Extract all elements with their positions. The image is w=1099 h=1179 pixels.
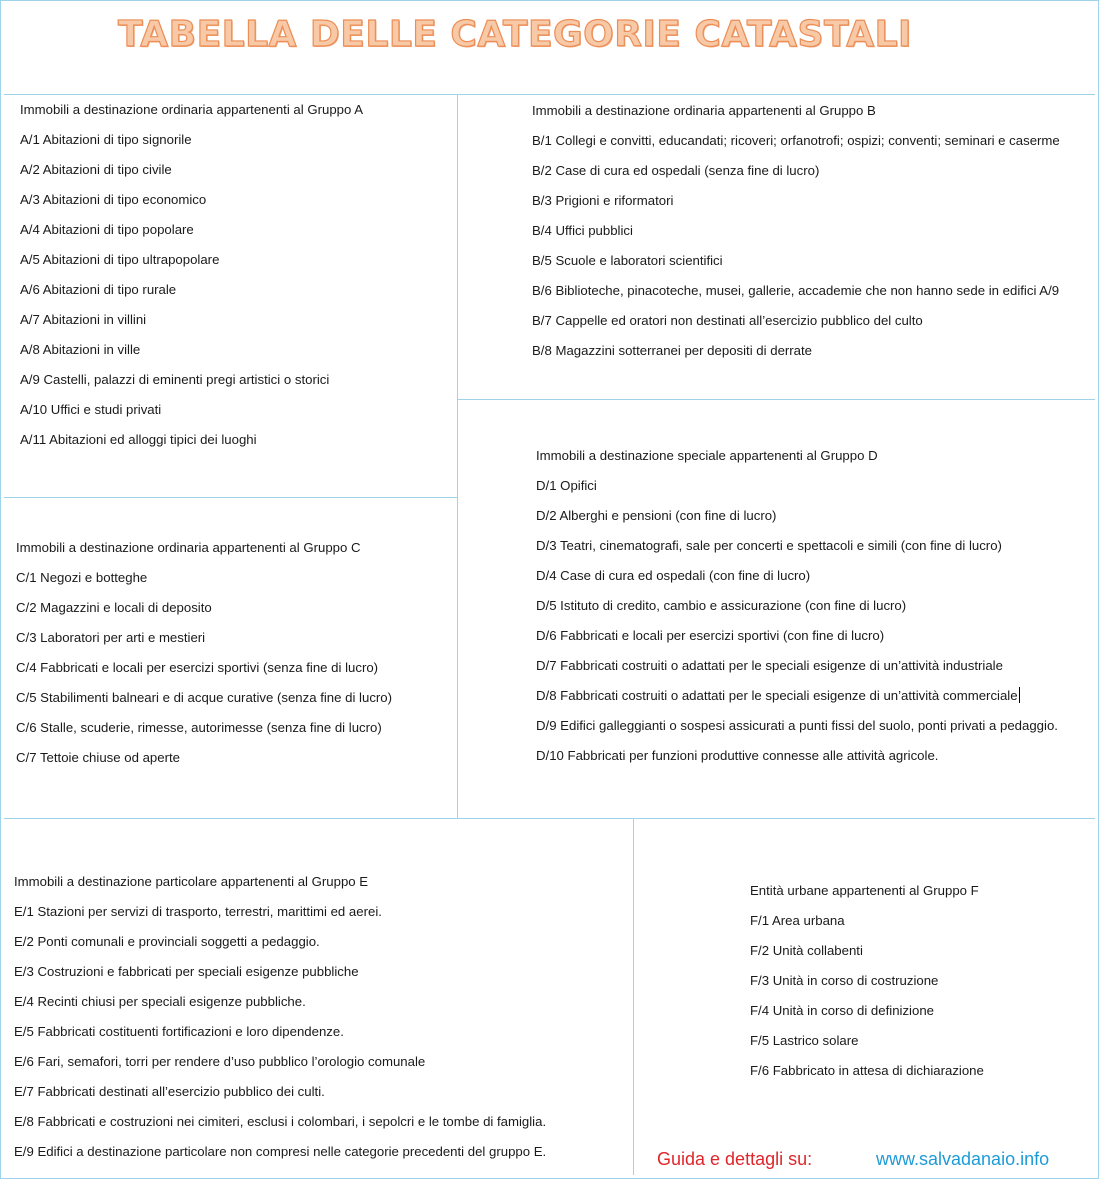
- category-d9: D/9 Edifici galleggianti o sospesi assicurati a punti fissi del suolo, ponti privati a pedaggio.: [536, 718, 1058, 733]
- category-c7: C/7 Tettoie chiuse od aperte: [16, 750, 180, 765]
- category-b1: B/1 Collegi e convitti, educandati; ricoveri; orfanotrofi; ospizi; conventi; seminari e caserme: [532, 133, 1060, 148]
- category-e3: E/3 Costruzioni e fabbricati per speciali esigenze pubbliche: [14, 964, 359, 979]
- group-e-list: [14, 867, 546, 1167]
- divider-col-lower: [633, 818, 634, 1175]
- category-d3: D/3 Teatri, cinematografi, sale per concerti e spettacoli e simili (con fine di lucro): [536, 538, 1002, 553]
- category-b2: B/2 Case di cura ed ospedali (senza fine di lucro): [532, 163, 820, 178]
- group-d-list: [536, 441, 1058, 771]
- category-e1: E/1 Stazioni per servizi di trasporto, terrestri, marittimi ed aerei.: [14, 904, 382, 919]
- group-b-heading: Immobili a destinazione ordinaria appartenenti al Gruppo B: [532, 103, 876, 118]
- group-a-list: [20, 95, 363, 455]
- category-e5: E/5 Fabbricati costituenti fortificazioni e loro dipendenze.: [14, 1024, 344, 1039]
- category-c4: C/4 Fabbricati e locali per esercizi sportivi (senza fine di lucro): [16, 660, 379, 675]
- category-f5: F/5 Lastrico solare: [750, 1033, 859, 1048]
- category-b6: B/6 Biblioteche, pinacoteche, musei, gallerie, accademie che non hanno sede in edifici A/9: [532, 283, 1060, 298]
- category-a7: A/7 Abitazioni in villini: [20, 312, 147, 327]
- group-b-list: [532, 96, 1060, 366]
- category-a9: A/9 Castelli, palazzi di eminenti pregi artistici o storici: [20, 372, 330, 387]
- category-a3: A/3 Abitazioni di tipo economico: [20, 192, 207, 207]
- category-f3: F/3 Unità in corso di costruzione: [750, 973, 939, 988]
- group-c-list: [16, 533, 392, 773]
- group-d-heading: Immobili a destinazione speciale appartenenti al Gruppo D: [536, 448, 878, 463]
- category-d10: D/10 Fabbricati per funzioni produttive connesse alle attività agricole.: [536, 748, 939, 763]
- category-a4: A/4 Abitazioni di tipo popolare: [20, 222, 194, 237]
- category-d8-row: [536, 681, 1058, 711]
- group-e-heading: Immobili a destinazione particolare appartenenti al Gruppo E: [14, 874, 369, 889]
- group-f-list: [750, 876, 984, 1086]
- category-e7: E/7 Fabbricati destinati all’esercizio pubblico dei culti.: [14, 1084, 325, 1099]
- category-e9: E/9 Edifici a destinazione particolare non compresi nelle categorie precedenti del gruppo E.: [14, 1144, 547, 1159]
- category-a10: A/10 Uffici e studi privati: [20, 402, 162, 417]
- category-f6: F/6 Fabbricato in attesa di dichiarazione: [750, 1063, 984, 1078]
- category-b3: B/3 Prigioni e riformatori: [532, 193, 674, 208]
- group-f-heading: Entità urbane appartenenti al Gruppo F: [750, 883, 979, 898]
- category-d6: D/6 Fabbricati e locali per esercizi sportivi (con fine di lucro): [536, 628, 885, 643]
- category-e2: E/2 Ponti comunali e provinciali soggetti a pedaggio.: [14, 934, 320, 949]
- category-d7: D/7 Fabbricati costruiti o adattati per le speciali esigenze di un’attività industriale: [536, 658, 1003, 673]
- category-f1: F/1 Area urbana: [750, 913, 845, 928]
- category-d8: D/8 Fabbricati costruiti o adattati per le speciali esigenze di un’attività commerciale: [536, 688, 1018, 703]
- divider-middle: [4, 818, 1095, 819]
- category-a5: A/5 Abitazioni di tipo ultrapopolare: [20, 252, 220, 267]
- category-a8: A/8 Abitazioni in ville: [20, 342, 141, 357]
- category-e6: E/6 Fari, semafori, torri per rendere d’uso pubblico l’orologio comunale: [14, 1054, 426, 1069]
- site-link[interactable]: www.salvadanaio.info: [876, 1149, 1050, 1169]
- category-e4: E/4 Recinti chiusi per speciali esigenze pubbliche.: [14, 994, 306, 1009]
- text-cursor: [1019, 687, 1020, 703]
- category-c2: C/2 Magazzini e locali di deposito: [16, 600, 212, 615]
- category-b7: B/7 Cappelle ed oratori non destinati all’esercizio pubblico del culto: [532, 313, 923, 328]
- category-c5: C/5 Stabilimenti balneari e di acque curative (senza fine di lucro): [16, 690, 393, 705]
- category-f4: F/4 Unità in corso di definizione: [750, 1003, 934, 1018]
- category-a6: A/6 Abitazioni di tipo rurale: [20, 282, 177, 297]
- category-d1: D/1 Opifici: [536, 478, 597, 493]
- category-d4: D/4 Case di cura ed ospedali (con fine di lucro): [536, 568, 811, 583]
- group-a-heading: Immobili a destinazione ordinaria appartenenti al Gruppo A: [20, 102, 364, 117]
- category-a11: A/11 Abitazioni ed alloggi tipici dei luoghi: [20, 432, 257, 447]
- divider-b-d: [457, 399, 1095, 400]
- category-a1: A/1 Abitazioni di tipo signorile: [20, 132, 192, 147]
- category-d2: D/2 Alberghi e pensioni (con fine di lucro): [536, 508, 777, 523]
- category-a2: A/2 Abitazioni di tipo civile: [20, 162, 172, 177]
- divider-col-upper: [457, 94, 458, 818]
- category-b5: B/5 Scuole e laboratori scientifici: [532, 253, 723, 268]
- guide-label: Guida e dettagli su:: [657, 1149, 813, 1169]
- group-c-heading: Immobili a destinazione ordinaria appartenenti al Gruppo C: [16, 540, 361, 555]
- category-f2: F/2 Unità collabenti: [750, 943, 863, 958]
- category-c1: C/1 Negozi e botteghe: [16, 570, 148, 585]
- category-b4: B/4 Uffici pubblici: [532, 223, 633, 238]
- category-e8: E/8 Fabbricati e costruzioni nei cimiteri, esclusi i colombari, i sepolcri e le tombe di famiglia.: [14, 1114, 547, 1129]
- category-b8: B/8 Magazzini sotterranei per depositi di derrate: [532, 343, 813, 358]
- category-c6: C/6 Stalle, scuderie, rimesse, autorimesse (senza fine di lucro): [16, 720, 382, 735]
- divider-a-c: [4, 497, 457, 498]
- category-d5: D/5 Istituto di credito, cambio e assicurazione (con fine di lucro): [536, 598, 907, 613]
- category-c3: C/3 Laboratori per arti e mestieri: [16, 630, 206, 645]
- page-title: TABELLA DELLE CATEGORIE CATASTALI: [118, 14, 912, 55]
